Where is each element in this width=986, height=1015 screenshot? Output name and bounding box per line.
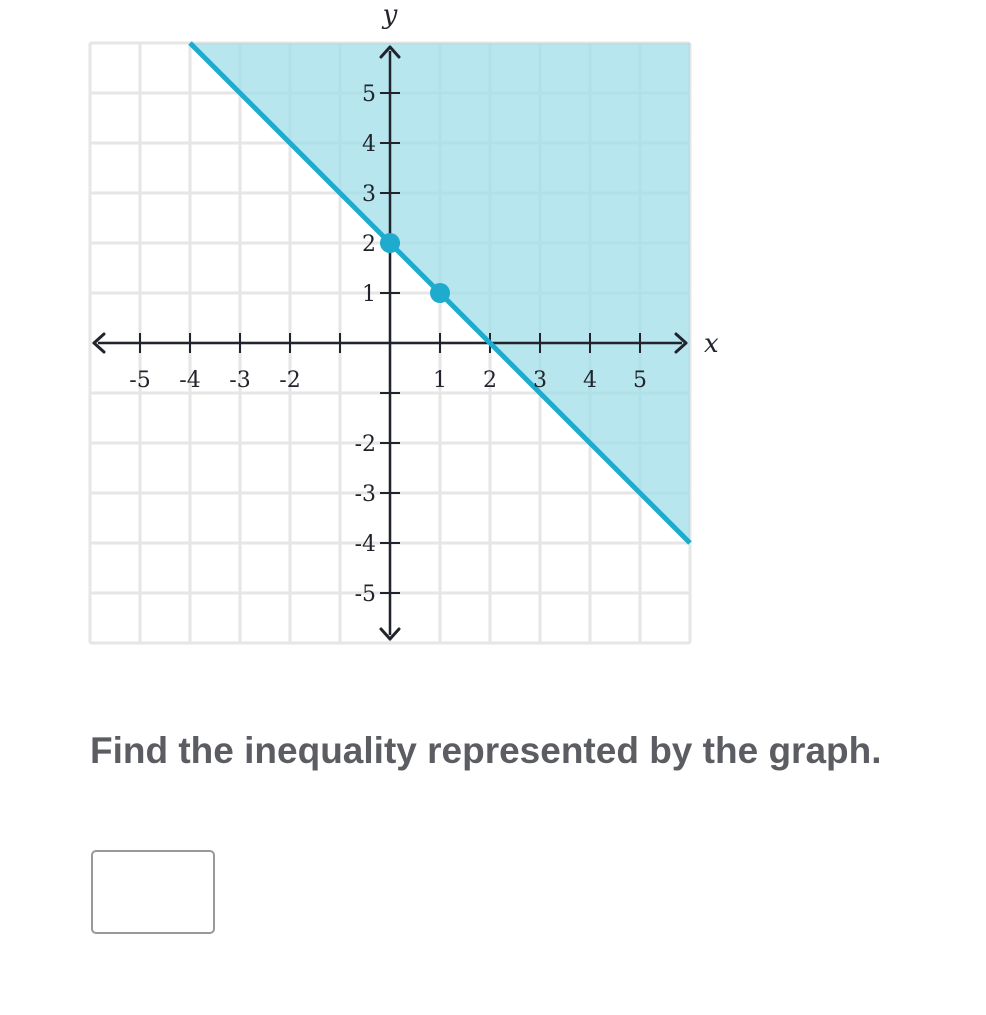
x-tick-label: 3 xyxy=(533,368,547,393)
x-tick-label: 5 xyxy=(633,368,647,393)
y-tick-label: 1 xyxy=(362,282,376,307)
y-tick-label: 3 xyxy=(362,182,376,207)
y-axis-label: y xyxy=(382,0,398,30)
y-tick-label: 5 xyxy=(362,82,376,107)
y-tick-label: -3 xyxy=(354,482,376,507)
question-prompt: Find the inequality represented by the graph. xyxy=(90,730,882,771)
x-tick-label: 4 xyxy=(583,368,597,393)
x-tick-label: -5 xyxy=(129,368,151,393)
x-tick-label: 1 xyxy=(433,368,447,393)
x-tick-label: 2 xyxy=(483,368,497,393)
x-tick-label: -2 xyxy=(279,368,301,393)
answer-input[interactable] xyxy=(91,850,215,934)
y-tick-label: -2 xyxy=(354,432,376,457)
line-point xyxy=(380,233,400,253)
y-tick-label: 2 xyxy=(362,232,376,257)
y-tick-label: 4 xyxy=(362,132,376,157)
line-point xyxy=(430,283,450,303)
x-tick-label: -4 xyxy=(179,368,201,393)
y-tick-label: -5 xyxy=(354,582,376,607)
x-tick-label: -3 xyxy=(229,368,251,393)
y-tick-label: -4 xyxy=(354,532,376,557)
x-axis-label: x xyxy=(704,329,719,359)
